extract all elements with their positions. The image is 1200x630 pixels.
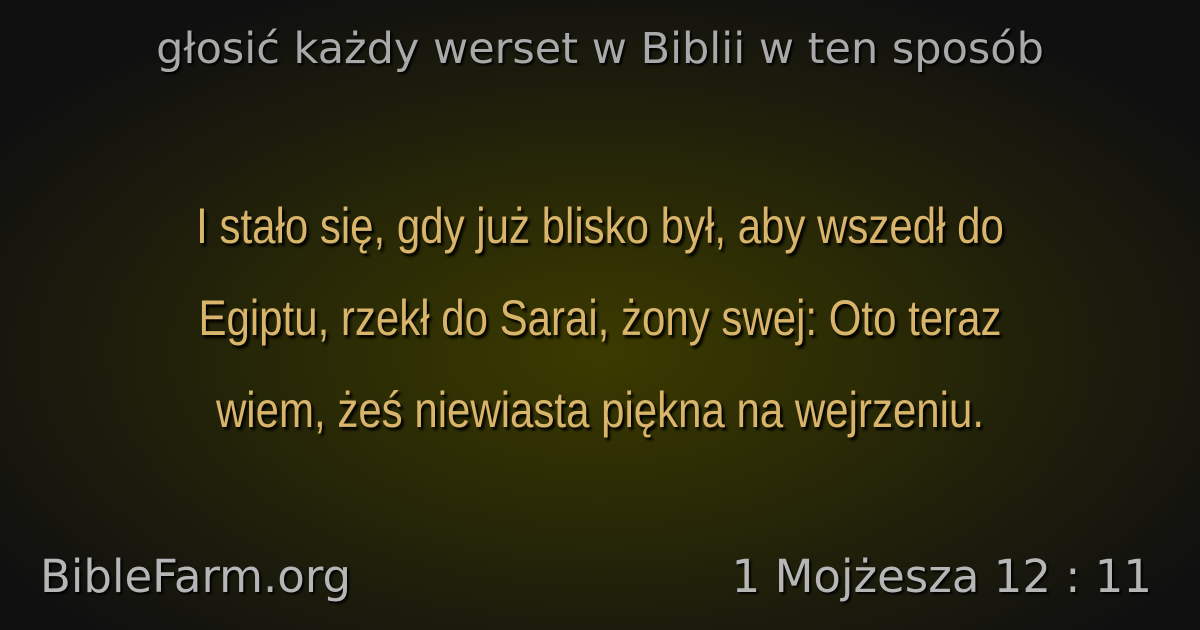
- verse-text: [130, 180, 1071, 456]
- site-name: BibleFarm.org: [40, 550, 352, 603]
- verse-line-2: Egiptu, rzekł do Sarai, żony swej: Oto teraz: [198, 290, 1002, 346]
- verse-line-3: wiem, żeś niewiasta piękna na wejrzeniu.: [215, 382, 985, 438]
- tagline: głosić każdy werset w Biblii w ten sposób: [156, 24, 1044, 74]
- verse-line-1: I stało się, gdy już blisko był, aby wszedł do: [196, 198, 1004, 254]
- verse-reference: 1 Mojżesza 12 : 11: [731, 550, 1152, 603]
